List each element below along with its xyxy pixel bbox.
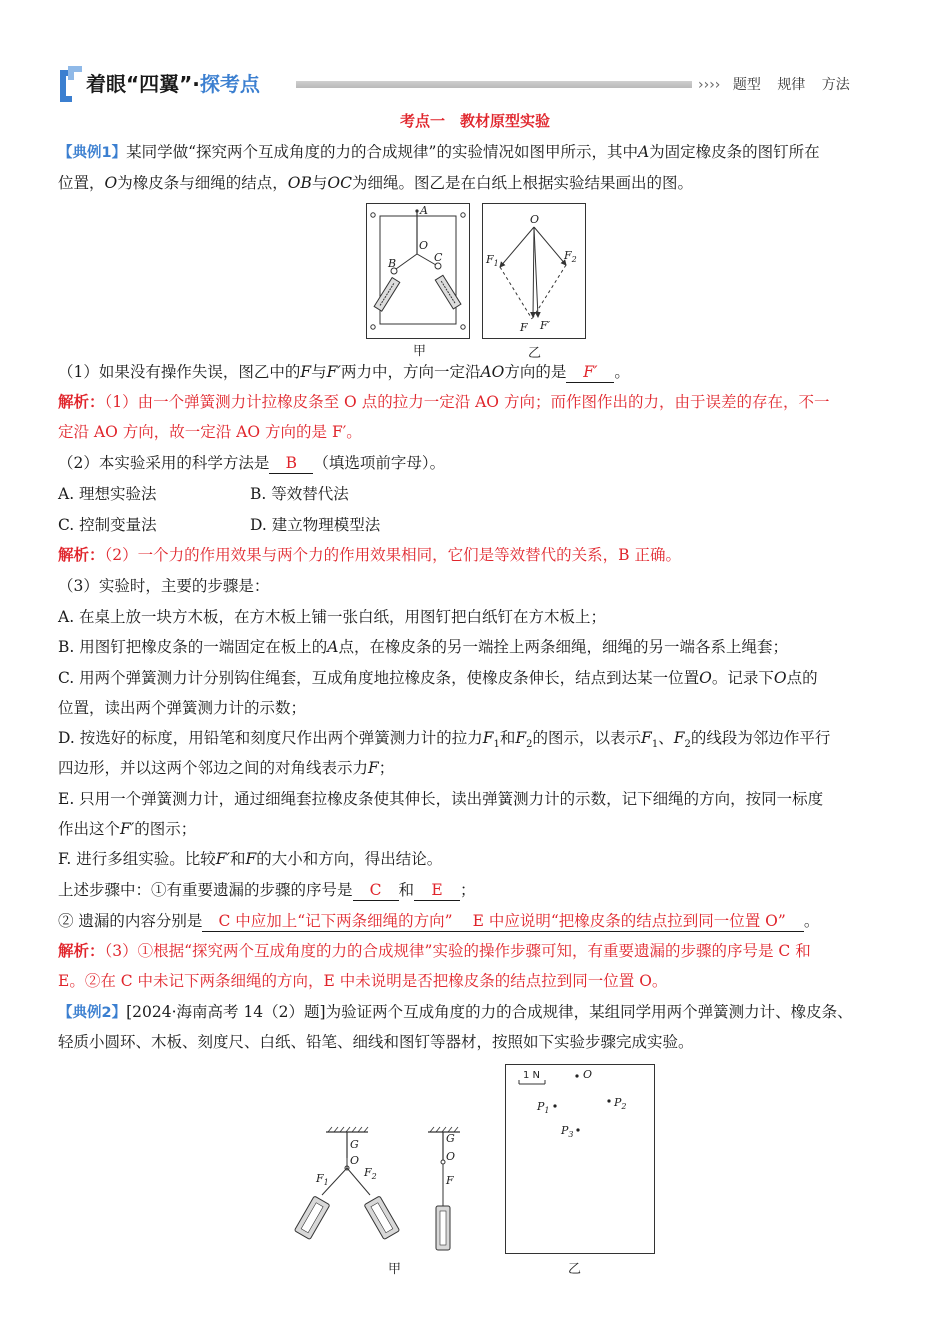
var-a: A bbox=[327, 638, 339, 656]
analysis-label: 解析： bbox=[58, 941, 105, 960]
var-fprime: F′ bbox=[215, 850, 230, 868]
ex2-intro-line2: 轻质小圆环、木板、刻度尺、白纸、铅笔、细线和图钉等器材，按照如下实验步骤完成实验。 bbox=[58, 1033, 694, 1051]
ex1-intro-text: 位置， bbox=[58, 174, 105, 192]
ex1-step-e-line2 bbox=[58, 818, 898, 840]
ex2-figure-yi bbox=[505, 1064, 655, 1254]
step-f-text: 的大小和方向，得出结论。 bbox=[256, 850, 443, 868]
step-d-text: 和 bbox=[499, 729, 516, 747]
ex1-intro-text: 与 bbox=[311, 174, 328, 192]
var-fprime: F′ bbox=[120, 820, 135, 838]
q3-answer-blank-1[interactable]: C bbox=[353, 881, 399, 901]
var-ao: AO bbox=[480, 363, 505, 381]
ex1-fig-jia-caption: 甲 bbox=[413, 344, 427, 359]
var-a: A bbox=[637, 143, 650, 161]
ex1-q1 bbox=[58, 361, 898, 383]
step-f-text: 和 bbox=[229, 850, 246, 868]
step-c-text: 点的 bbox=[786, 669, 818, 687]
ex1-step-c-line1 bbox=[58, 667, 898, 689]
ex1-analysis3-line1 bbox=[58, 940, 898, 962]
var-fprime: F′ bbox=[326, 363, 341, 381]
ex1-q2-options-row1 bbox=[58, 483, 898, 505]
var-f2: F bbox=[515, 729, 527, 747]
label-f2 bbox=[363, 1166, 377, 1181]
label-scale: 1 N bbox=[523, 1070, 541, 1081]
option-a: A. 理想实验法 bbox=[58, 485, 157, 503]
q1-text: 两力中，方向一定沿 bbox=[340, 363, 481, 381]
ex2-figure-jia bbox=[290, 1110, 480, 1260]
q3-text: ② 遗漏的内容分别是 bbox=[58, 912, 203, 930]
label-o: O bbox=[583, 1068, 593, 1081]
var-f2: F bbox=[673, 729, 685, 747]
q1-text: 与 bbox=[311, 363, 327, 381]
label-b: B bbox=[388, 257, 397, 270]
label-p3-main: P bbox=[561, 1124, 569, 1137]
bracket-logo-icon bbox=[58, 66, 84, 106]
step-b-text: B. 用图钉把橡皮条的一端固定在板上的 bbox=[58, 638, 328, 656]
ex1-intro-text: 为细绳。图乙是在白纸上根据实验结果画出的图。 bbox=[351, 174, 693, 192]
step-c-text: C. 用两个弹簧测力计分别钩住绳套，互成角度地拉橡皮条，使橡皮条伸长，结点到达某一位置 bbox=[58, 669, 700, 687]
label-f: F bbox=[520, 321, 528, 334]
step-e-text: 的图示； bbox=[134, 820, 197, 838]
header-nav bbox=[698, 75, 850, 95]
header-title-dot: · bbox=[192, 72, 200, 96]
label-fprime: F′ bbox=[540, 319, 551, 332]
var-f1: F bbox=[482, 729, 494, 747]
label-f1-sub: 1 bbox=[493, 259, 499, 268]
var-oc: OC bbox=[327, 174, 352, 192]
step-d-text: 四边形，并以这两个邻边之间的对角线表示力 bbox=[58, 759, 369, 777]
q2-answer-blank[interactable]: B bbox=[269, 454, 313, 474]
label-o: O bbox=[419, 239, 429, 252]
label-o: O bbox=[530, 213, 540, 226]
ex1-analysis1-line1 bbox=[58, 391, 898, 413]
analysis1-text: （1）由一个弹簧测力计拉橡皮条至 O 点的拉力一定沿 AO 方向；而作图作出的力，由于误差的存在，不一 bbox=[104, 393, 830, 411]
analysis-label: 解析： bbox=[58, 545, 105, 564]
ex1-analysis3-line2: E。②在 C 中未记下两条细绳的方向，E 中未说明是否把橡皮条的结点拉到同一位置 O。 bbox=[58, 972, 668, 990]
sub-1: 1 bbox=[493, 739, 500, 751]
header-title-part2: 探考点 bbox=[199, 72, 260, 96]
step-c-text: 。记录下 bbox=[711, 669, 774, 687]
step-e-text: 作出这个 bbox=[58, 820, 121, 838]
header-logo-mark bbox=[58, 66, 84, 106]
label-p3-sub: 3 bbox=[568, 1130, 574, 1139]
ex1-step-d-line1 bbox=[58, 727, 898, 756]
nav-item-guilv[interactable]: 规律 bbox=[777, 77, 806, 93]
var-o: O bbox=[699, 669, 712, 687]
analysis-label: 解析： bbox=[58, 392, 105, 411]
sub-2: 2 bbox=[684, 739, 691, 751]
sub-2: 2 bbox=[526, 739, 533, 751]
q3-text: 上述步骤中：①有重要遗漏的步骤的序号是 bbox=[58, 881, 353, 899]
header-title-part1: 着眼“四翼” bbox=[86, 72, 193, 96]
label-o: O bbox=[350, 1154, 360, 1167]
ex1-q3-part2 bbox=[58, 910, 898, 932]
q3-answer-part-a: C 中应加上“记下两条细绳的方向” bbox=[218, 912, 453, 930]
q3-answer-blank-2[interactable]: E bbox=[414, 881, 460, 901]
ex1-q2 bbox=[58, 452, 898, 474]
ex1-step-d-line2 bbox=[58, 757, 898, 779]
ex1-analysis1-line2 bbox=[58, 421, 898, 443]
label-c: C bbox=[434, 251, 443, 264]
step-d-text: ； bbox=[378, 759, 395, 777]
ex1-tag: 【典例1】 bbox=[58, 145, 127, 161]
option-d: D. 建立物理模型法 bbox=[250, 516, 381, 534]
header-divider-bar bbox=[296, 81, 692, 88]
q3-text: 和 bbox=[398, 881, 415, 899]
q3-answer-part-b: E 中应说明“把橡皮条的结点拉到同一位置 O” bbox=[472, 912, 786, 930]
ex1-analysis2 bbox=[58, 544, 898, 566]
ex1-intro-text: 为固定橡皮条的图钉所在 bbox=[649, 143, 820, 161]
var-f: F bbox=[368, 759, 379, 777]
label-f1-main: F bbox=[316, 1172, 324, 1185]
ex1-intro-text: 为橡皮条与细绳的结点， bbox=[117, 174, 288, 192]
option-c: C. 控制变量法 bbox=[58, 516, 157, 534]
label-a: A bbox=[420, 204, 428, 217]
nav-item-tixing[interactable]: 题型 bbox=[732, 77, 761, 93]
q2-text: （填选项前字母）。 bbox=[313, 454, 446, 472]
label-o: O bbox=[446, 1150, 456, 1163]
ex1-step-b bbox=[58, 636, 898, 658]
ex1-figure-jia bbox=[366, 203, 470, 339]
q3-text: ； bbox=[460, 881, 476, 899]
label-f1-main: F bbox=[486, 253, 494, 266]
label-f2-main: F bbox=[364, 1166, 372, 1179]
analysis1-text: 定沿 AO 方向，故一定沿 AO 方向的是 F′。 bbox=[58, 423, 362, 441]
ex1-q2-options-row2 bbox=[58, 514, 898, 536]
step-f-text: F. 进行多组实验。比较 bbox=[58, 850, 216, 868]
ex1-step-c-line2: 位置，读出两个弹簧测力计的示数； bbox=[58, 699, 307, 717]
ex1-figure-yi bbox=[482, 203, 586, 339]
ex1-intro-text: 某同学做“探究两个互成角度的力的合成规律”的实验情况如图甲所示，其中 bbox=[126, 143, 638, 161]
ex1-step-f bbox=[58, 848, 898, 870]
q3-answer-blank-3[interactable] bbox=[202, 912, 803, 932]
ex1-q3-intro: （3）实验时，主要的步骤是： bbox=[58, 577, 270, 595]
ex2-paper-diagram bbox=[505, 1064, 655, 1254]
label-f1-sub: 1 bbox=[323, 1178, 329, 1187]
label-f1 bbox=[315, 1172, 329, 1187]
label-f2-sub: 2 bbox=[571, 255, 577, 264]
var-o: O bbox=[104, 174, 118, 192]
ex1-board-diagram bbox=[366, 203, 470, 339]
ex2-source: [2024·海南高考 14（2）题] bbox=[126, 1003, 326, 1021]
analysis3-text: （3）①根据“探究两个互成角度的力的合成规律”实验的操作步骤可知，有重要遗漏的步骤的序号是 C 和 bbox=[104, 942, 811, 960]
q1-text: （1）如果没有操作失误，图乙中的 bbox=[58, 363, 301, 381]
chevrons-icon: ›››› bbox=[698, 77, 721, 93]
label-g: G bbox=[446, 1132, 455, 1145]
label-f2-main: F bbox=[564, 249, 572, 262]
ex1-step-e-line1: E. 只用一个弹簧测力计，通过细绳套拉橡皮条使其伸长，读出弹簧测力计的示数，记下细绳的方向，按同一标度 bbox=[58, 790, 824, 808]
ex2-intro-line1 bbox=[58, 1001, 898, 1024]
var-f: F bbox=[245, 850, 257, 868]
q1-answer-blank[interactable]: F′ bbox=[566, 363, 614, 383]
step-d-text: D. 按选好的标度，用铅笔和刻度尺作出两个弹簧测力计的拉力 bbox=[58, 729, 483, 747]
analysis2-text: （2）一个力的作用效果与两个力的作用效果相同，它们是等效替代的关系，B 正确。 bbox=[104, 546, 681, 564]
q1-text: 方向的是 bbox=[504, 363, 567, 381]
label-p2-main: P bbox=[614, 1096, 622, 1109]
label-f2-sub: 2 bbox=[371, 1172, 377, 1181]
ex2-fig-jia-caption: 甲 bbox=[388, 1262, 402, 1277]
ex1-intro-line2 bbox=[58, 172, 898, 194]
var-o: O bbox=[773, 669, 787, 687]
section-title: 考点一 教材原型实验 bbox=[399, 112, 550, 130]
q3-text: 。 bbox=[803, 912, 820, 930]
ex2-tag: 【典例2】 bbox=[58, 1005, 127, 1021]
q1-text: 。 bbox=[614, 363, 630, 381]
nav-item-fangfa[interactable]: 方法 bbox=[821, 77, 850, 93]
label-p2-sub: 2 bbox=[621, 1102, 627, 1111]
step-d-text: 的线段为邻边作平行 bbox=[690, 729, 831, 747]
step-b-text: 点，在橡皮条的另一端拴上两条细绳，细绳的另一端各系上绳套； bbox=[338, 638, 788, 656]
label-p1-main: P bbox=[537, 1100, 545, 1113]
ex1-q3-part1 bbox=[58, 879, 898, 901]
header-title bbox=[86, 70, 260, 98]
label-f: F bbox=[446, 1174, 454, 1187]
q2-text: （2）本实验采用的科学方法是 bbox=[58, 454, 270, 472]
ex1-step-a: A. 在桌上放一块方木板，在方木板上铺一张白纸，用图钉把白纸钉在方木板上； bbox=[58, 608, 607, 626]
ex2-fig-yi-caption: 乙 bbox=[568, 1262, 582, 1277]
ex1-fig-yi-caption: 乙 bbox=[528, 346, 542, 361]
label-p1-sub: 1 bbox=[544, 1106, 550, 1115]
ex1-force-diagram bbox=[482, 203, 586, 339]
var-ob: OB bbox=[287, 174, 312, 192]
option-b: B. 等效替代法 bbox=[250, 485, 349, 503]
ex1-intro-line1 bbox=[58, 141, 898, 164]
ex2-spring-scales-diagram bbox=[290, 1110, 480, 1260]
step-d-text: 、 bbox=[658, 729, 674, 747]
ex2-intro-text: 为验证两个互成角度的力的合成规律，某组同学用两个弹簧测力计、橡皮条、 bbox=[325, 1003, 853, 1021]
var-f1: F bbox=[641, 729, 652, 747]
var-f: F bbox=[300, 363, 312, 381]
sub-1: 1 bbox=[651, 739, 659, 751]
step-d-text: 的图示，以表示 bbox=[532, 729, 642, 747]
label-g: G bbox=[350, 1138, 359, 1151]
